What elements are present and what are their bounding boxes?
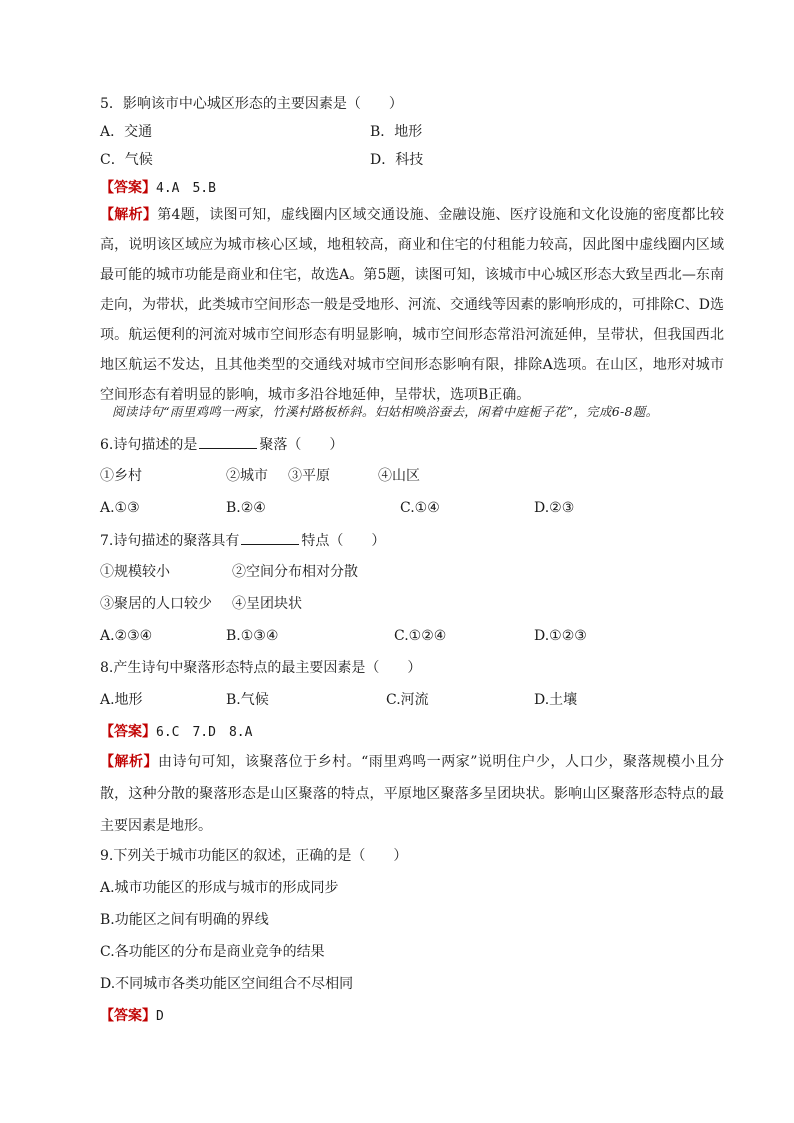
q9-option-a: A.城市功能区的形成与城市的形成同步 <box>100 880 339 896</box>
q7-blank <box>241 530 299 545</box>
answer-4-5 <box>100 178 216 199</box>
explanation-tag: 【解析】 <box>100 754 159 770</box>
q6-item-3: ③平原 <box>288 468 330 484</box>
answer-text: D <box>156 1009 164 1024</box>
q7-item-3: ③聚居的人口较少 <box>100 596 212 612</box>
answer-tag: 【答案】 <box>100 724 156 740</box>
q6-option-b: B.②④ <box>226 500 266 516</box>
q8-option-c: C.河流 <box>386 692 429 708</box>
q7-item-1: ①规模较小 <box>100 564 170 580</box>
q8-option-d: D.土壤 <box>534 692 578 708</box>
q7-stem <box>100 530 385 551</box>
q6-option-a: A.①③ <box>100 500 140 516</box>
q6-stem <box>100 434 343 455</box>
q6-item-4: ④山区 <box>378 468 420 484</box>
q6-item-2: ②城市 <box>226 468 268 484</box>
answer-text: 4.A 5.B <box>156 181 216 196</box>
q6-stem-b: 聚落（ ） <box>259 437 344 453</box>
q7-option-c: C.①②④ <box>394 628 447 644</box>
q7-item-2: ②空间分布相对分散 <box>232 564 358 580</box>
answer-6-8 <box>100 722 252 743</box>
q8-option-b: B.气候 <box>226 692 269 708</box>
q6-item-1: ①乡村 <box>100 468 142 484</box>
q6-stem-a: 6.诗句描述的是 <box>100 437 198 453</box>
poem-intro: 阅读诗句“雨里鸡鸣一两家，竹溪村路板桥斜。妇姑相唤浴蚕去，闲着中庭栀子花”，完成6-8题。 <box>112 404 659 419</box>
q5-option-d: D．科技 <box>370 152 424 168</box>
explanation-text: 由诗句可知，该聚落位于乡村。“雨里鸡鸣一两家”说明住户少，人口少，聚落规模小且分散，这种分散的聚落形态是山区聚落的特点，平原地区聚落多呈团块状。影响山区聚落形态特点的最主要因素是地形。 <box>100 754 725 834</box>
q7-option-a: A.②③④ <box>100 628 153 644</box>
q8-stem: 8.产生诗句中聚落形态特点的最主要因素是（ ） <box>100 660 422 676</box>
answer-tag: 【答案】 <box>100 180 156 196</box>
q7-stem-b: 特点（ ） <box>301 533 386 549</box>
q7-option-b: B.①③④ <box>226 628 279 644</box>
explanation-4-5 <box>100 200 724 410</box>
q5-stem: 5．影响该市中心城区形态的主要因素是（ ） <box>100 96 403 112</box>
explanation-6-8 <box>100 746 724 842</box>
answer-tag: 【答案】 <box>100 1008 156 1024</box>
q7-option-d: D.①②③ <box>534 628 587 644</box>
q6-option-c: C.①④ <box>400 500 440 516</box>
q5-option-c: C．气候 <box>100 152 153 168</box>
q9-option-b: B.功能区之间有明确的界线 <box>100 912 269 928</box>
explanation-tag: 【解析】 <box>100 207 158 223</box>
q8-option-a: A.地形 <box>100 692 143 708</box>
explanation-text: 第4题，读图可知，虚线圈内区域交通设施、金融设施、医疗设施和文化设施的密度都比较高，说明该区域应为城市核心区域，地租较高，商业和住宅的付租能力较高，因此图中虚线圈内区域最可能的城市功能是商业和住宅，故选A。第5题，读图可知，该城市中心城区形态大致呈西北—东南走向，为带状，此类城市空间形态一般是受地形、河流、交通线等因素的影响形成的，可排除C、D选项。航运便利的河流对城市空间形态有明显影响，城市空间形态常沿河流延伸，呈带状，但我国西北地区航运不发达，且其他类型的交通线对城市空间形态影响有限，排除A选项。在山区，地形对城市空间形态有着明显的影响，城市多沿谷地延伸，呈带状，选项B正确。 <box>100 207 724 403</box>
q9-option-c: C.各功能区的分布是商业竞争的结果 <box>100 944 325 960</box>
q6-blank <box>199 434 257 449</box>
answer-9 <box>100 1006 164 1027</box>
q6-option-d: D.②③ <box>534 500 575 516</box>
answer-text: 6.C 7.D 8.A <box>156 725 253 740</box>
q9-stem: 9.下列关于城市功能区的叙述，正确的是（ ） <box>100 848 408 864</box>
q7-item-4: ④呈团块状 <box>232 596 302 612</box>
q7-stem-a: 7.诗句描述的聚落具有 <box>100 533 240 549</box>
q5-option-b: B．地形 <box>370 124 423 140</box>
q5-option-a: A．交通 <box>100 124 153 140</box>
q9-option-d: D.不同城市各类功能区空间组合不尽相同 <box>100 976 354 992</box>
